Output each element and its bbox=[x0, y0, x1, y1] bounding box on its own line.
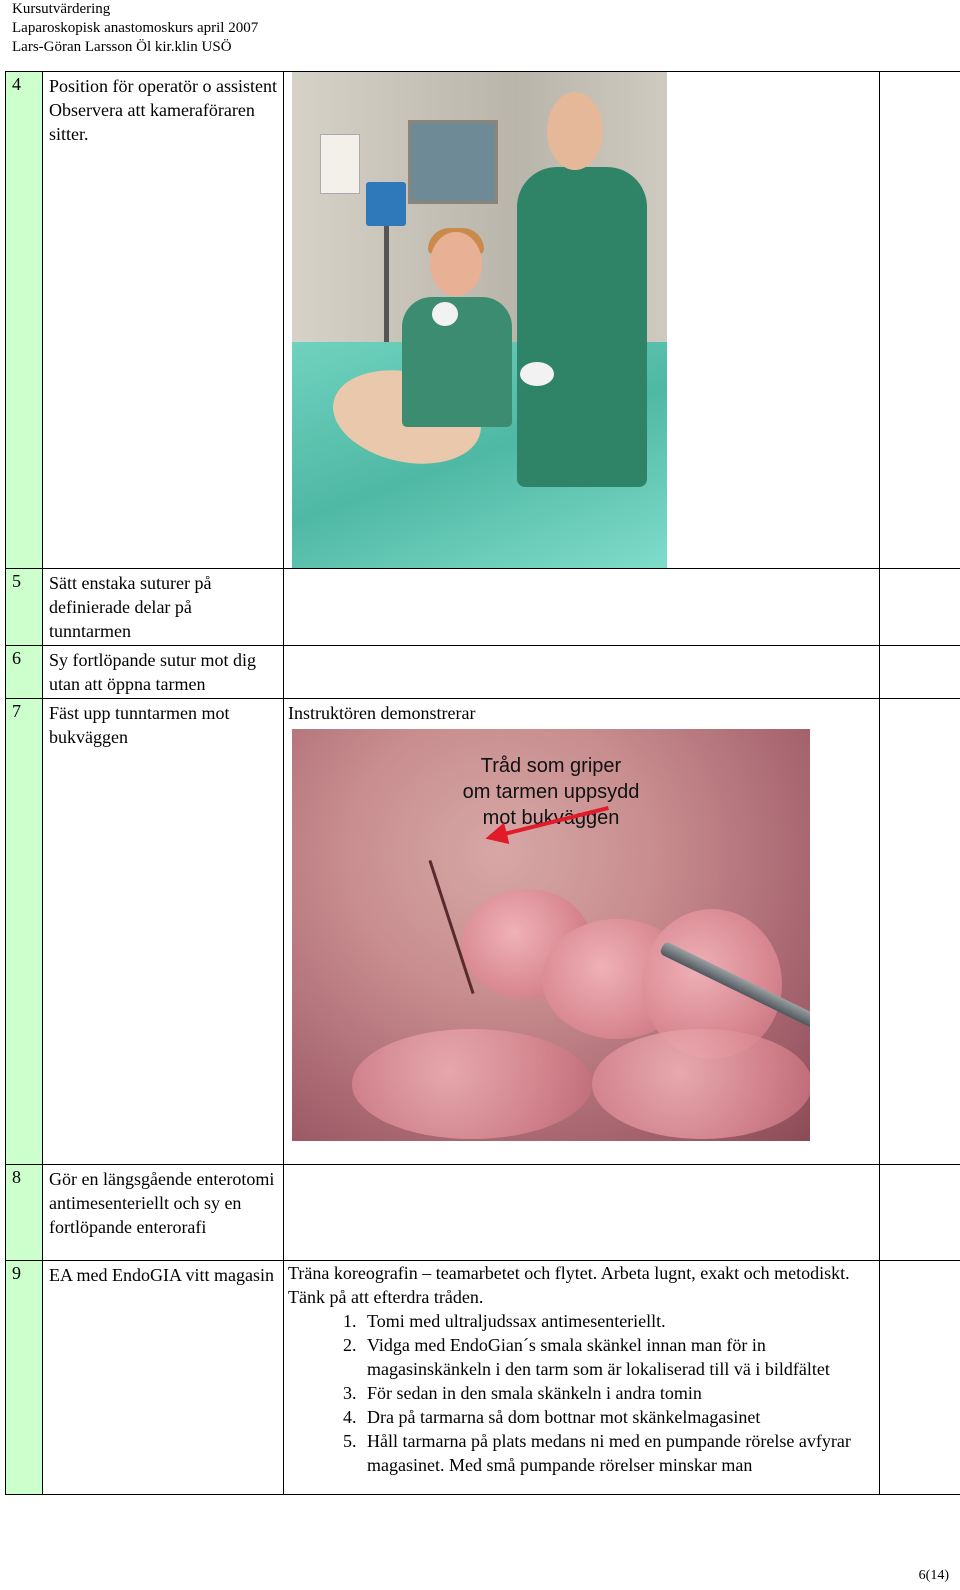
row-description: Sy fortlöpande sutur mot dig utan att öppna tarmen bbox=[43, 646, 284, 699]
row-empty-cell bbox=[880, 569, 960, 646]
row-number: 7 bbox=[6, 699, 43, 1165]
table-row bbox=[6, 646, 960, 699]
header-title: Kursutvärdering bbox=[12, 1, 111, 17]
page-header bbox=[12, 0, 258, 57]
list-item: 2. Vidga med EndoGian´s smala skänkel innan man för in magasinskänkeln i den tarm som är lokaliserad till vä i bildfältet bbox=[361, 1333, 875, 1381]
list-item: 5. Håll tarmarna på plats medans ni med en pumpande rörelse avfyrar magasinet. Med små pumpande rörelser minskar man bbox=[361, 1429, 875, 1477]
instruction-intro: Träna koreografin – teamarbetet och flytet. Arbeta lugnt, exakt och metodiskt. Tänk på att efterdra tråden. bbox=[288, 1263, 850, 1307]
row-number: 9 bbox=[6, 1261, 43, 1495]
row-content bbox=[284, 646, 880, 699]
row-number: 8 bbox=[6, 1165, 43, 1261]
row-description: Position för operatör o assistent Observera att kameraföraren sitter. bbox=[43, 72, 284, 569]
row-empty-cell bbox=[880, 72, 960, 569]
list-item: 4. Dra på tarmarna så dom bottnar mot skänkelmagasinet bbox=[361, 1405, 875, 1429]
operating-room-photo bbox=[292, 72, 667, 568]
annotation-line: Tråd som griper bbox=[480, 755, 622, 777]
row-description: Fäst upp tunntarmen mot bukväggen bbox=[43, 699, 284, 1165]
row-number: 5 bbox=[6, 569, 43, 646]
row-empty-cell bbox=[880, 1165, 960, 1261]
list-item: 1. Tomi med ultraljudssax antimesenteriellt. bbox=[361, 1309, 875, 1333]
table-row bbox=[6, 1165, 960, 1261]
annotation-line: mot bukväggen bbox=[482, 807, 620, 829]
row-content bbox=[284, 699, 880, 1165]
row-number: 6 bbox=[6, 646, 43, 699]
row-empty-cell bbox=[880, 646, 960, 699]
table-row bbox=[6, 1261, 960, 1495]
photo-caption: Instruktören demonstrerar bbox=[288, 703, 476, 723]
page-number: 6(14) bbox=[918, 1568, 949, 1583]
table-row bbox=[6, 699, 960, 1165]
instruction-steps bbox=[288, 1309, 875, 1477]
list-item: 3. För sedan in den smala skänkeln i andra tomin bbox=[361, 1381, 875, 1405]
laparoscopic-photo bbox=[292, 729, 810, 1141]
table-row bbox=[6, 72, 960, 569]
row-description: EA med EndoGIA vitt magasin bbox=[43, 1261, 284, 1495]
row-content bbox=[284, 1261, 880, 1495]
row-empty-cell bbox=[880, 1261, 960, 1495]
row-content bbox=[284, 1165, 880, 1261]
table-row bbox=[6, 569, 960, 646]
header-course: Laparoskopisk anastomoskurs april 2007 bbox=[12, 20, 259, 36]
annotation-line: om tarmen uppsydd bbox=[462, 781, 640, 803]
row-content bbox=[284, 72, 880, 569]
row-description: Gör en längsgående enterotomi antimesenteriellt och sy en fortlöpande enterorafi bbox=[43, 1165, 284, 1261]
row-empty-cell bbox=[880, 699, 960, 1165]
row-content bbox=[284, 569, 880, 646]
row-description: Sätt enstaka suturer på definierade delar på tunntarmen bbox=[43, 569, 284, 646]
row-number: 4 bbox=[6, 72, 43, 569]
header-author: Lars-Göran Larsson Öl kir.klin USÖ bbox=[12, 39, 232, 55]
evaluation-table bbox=[5, 71, 960, 1495]
